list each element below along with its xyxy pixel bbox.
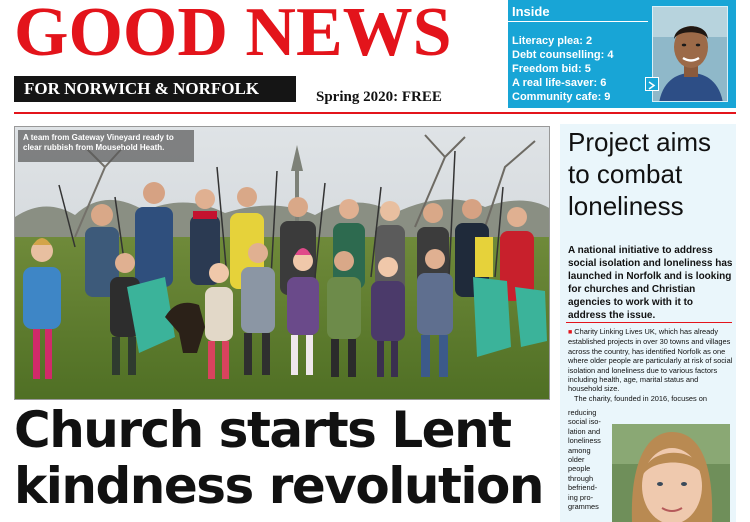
narrow-line: older [568,455,585,465]
side-story-title-line: loneliness [568,191,684,221]
side-story-title[interactable] [568,126,734,222]
headline-line-1: Church starts Lent [14,401,511,459]
side-story-paragraph [568,327,734,394]
masthead-title: GOOD NEWS [14,0,452,71]
inside-item[interactable]: Debt counselling: 4 [512,49,614,61]
side-story-paragraph: The charity, founded in 2016, focuses on [574,393,707,403]
narrow-line: through [568,473,594,483]
inside-item[interactable]: Freedom bid: 5 [512,63,591,75]
narrow-line: grammes [568,502,599,512]
inside-item[interactable]: A real life-saver: 6 [512,77,607,89]
side-story-title-line: Project aims [568,127,712,157]
inside-item[interactable]: Community cafe: 9 [512,91,611,103]
edition-label: Spring 2020: FREE [316,89,442,105]
play-icon-glyph [646,80,657,91]
narrow-line: people [568,464,591,474]
inside-item[interactable]: Literacy plea: 2 [512,35,593,47]
inside-divider [508,21,648,22]
narrow-line: among [568,445,591,455]
side-story-divider [566,322,732,323]
bullet-icon: ■ [568,329,573,336]
narrow-line: social iso- [568,417,601,427]
masthead-subtitle: FOR NORWICH & NORFOLK [14,76,296,102]
side-story-narrow-text [568,408,614,511]
side-story-standfirst: A national initiative to address social isolation and loneliness has launched in Norfolk and is looking for churches and Christian agencies to work with it to address the issue. [568,245,733,321]
photo-caption: A team from Gateway Vineyard ready to clear rubbish from Mousehold Heath. [18,130,194,162]
lead-headline[interactable] [14,402,554,514]
inside-list [512,34,652,104]
portrait-photo-illustration [653,7,728,102]
masthead-divider [14,112,736,114]
inside-heading: Inside [512,4,550,19]
narrow-line: loneliness [568,436,601,446]
narrow-line: befriend- [568,483,598,493]
narrow-line: ing pro- [568,492,594,502]
play-icon[interactable] [645,77,659,91]
narrow-line: reducing [568,408,597,417]
woman-portrait-illustration [612,424,730,522]
side-story-paragraph-text: Charity Linking Lives UK, which has already established projects in over 30 towns and villages across the country, has identified Norfolk as one where older people are particularly at risk of social isolation and loneliness due to various factors including health, age, marital status and household size. [568,327,733,394]
group-photo-illustration [15,127,550,400]
headline-line-2: kindness revolution [14,457,543,515]
inside-portrait-photo [652,6,728,102]
narrow-line: lation and [568,426,601,436]
side-story-portrait [612,424,730,522]
side-story-title-line: to combat [568,159,683,189]
main-photo [14,126,550,400]
side-story-body [568,327,734,403]
